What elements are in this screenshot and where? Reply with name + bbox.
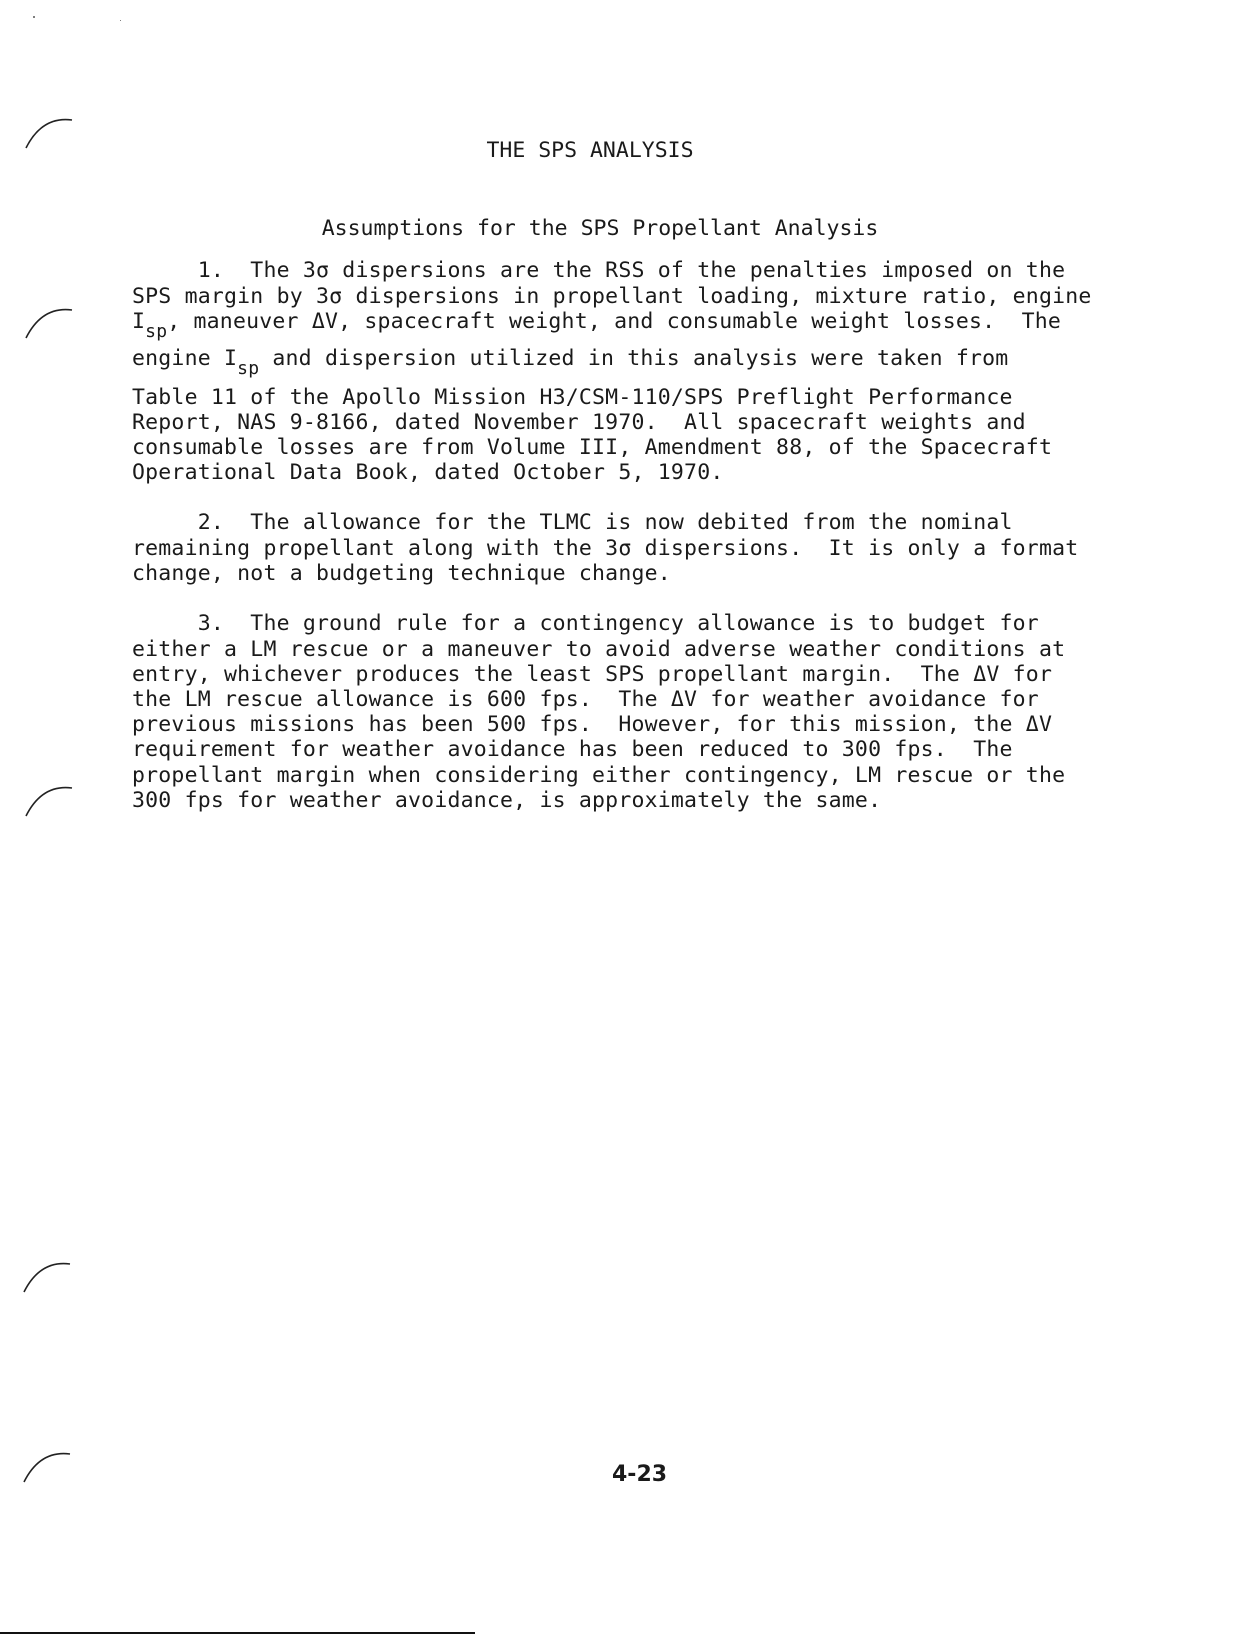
- paragraph-1-line: Operational Data Book, dated October 5, 1970.: [132, 460, 724, 485]
- paragraph-3-line: 300 fps for weather avoidance, is approximately the same.: [132, 788, 882, 813]
- isp-subscript: sp: [237, 358, 260, 379]
- paragraph-2-line: remaining propellant along with the 3σ dispersions. It is only a format: [132, 536, 1079, 561]
- bottom-edge-line: [0, 1632, 475, 1634]
- isp-symbol: I: [132, 309, 146, 334]
- page-title: THE SPS ANALYSIS: [486, 138, 694, 163]
- paragraph-3-line: previous missions has been 500 fps. However, for this mission, the ΔV: [132, 712, 1053, 737]
- binder-hole-mark: [20, 776, 110, 836]
- isp-subscript: sp: [145, 321, 168, 342]
- paragraph-3-line: propellant margin when considering either contingency, LM rescue or the: [132, 763, 1066, 788]
- scan-speck: [33, 16, 35, 18]
- paragraph-2-line: 2. The allowance for the TLMC is now debited from the nominal: [132, 510, 1013, 535]
- page-number: 4-23: [612, 1462, 668, 1487]
- paragraph-1-line: SPS margin by 3σ dispersions in propellant loading, mixture ratio, engine: [132, 284, 1092, 309]
- paragraph-3-line: 3. The ground rule for a contingency allowance is to budget for: [132, 611, 1039, 636]
- paragraph-1-text: engine I: [132, 346, 238, 371]
- binder-hole-mark: [18, 1442, 108, 1502]
- paragraph-3-line: either a LM rescue or a maneuver to avoid adverse weather conditions at: [132, 637, 1066, 662]
- binder-hole-mark: [20, 298, 110, 358]
- paragraph-1-text: , maneuver ΔV, spacecraft weight, and consumable weight losses. The: [167, 309, 1062, 334]
- paragraph-1-line: [132, 309, 1062, 342]
- paragraph-1-line: Report, NAS 9-8166, dated November 1970. All spacecraft weights and: [132, 410, 1026, 435]
- paragraph-1-text: and dispersion utilized in this analysis were taken from: [259, 346, 1009, 371]
- paragraph-1-line: [132, 346, 1009, 379]
- paragraph-1-line: 1. The 3σ dispersions are the RSS of the penalties imposed on the: [132, 258, 1066, 283]
- binder-hole-mark: [18, 1252, 108, 1312]
- paragraph-1-line: consumable losses are from Volume III, Amendment 88, of the Spacecraft: [132, 435, 1053, 460]
- paragraph-3-line: requirement for weather avoidance has been reduced to 300 fps. The: [132, 737, 1013, 762]
- paragraph-3-line: the LM rescue allowance is 600 fps. The ΔV for weather avoidance for: [132, 687, 1039, 712]
- paragraph-2-line: change, not a budgeting technique change.: [132, 561, 671, 586]
- paragraph-3-line: entry, whichever produces the least SPS propellant margin. The ΔV for: [132, 662, 1053, 687]
- section-heading: Assumptions for the SPS Propellant Analysis: [321, 216, 879, 241]
- scan-speck: [120, 20, 121, 21]
- paragraph-1-line: Table 11 of the Apollo Mission H3/CSM-110/SPS Preflight Performance: [132, 385, 1013, 410]
